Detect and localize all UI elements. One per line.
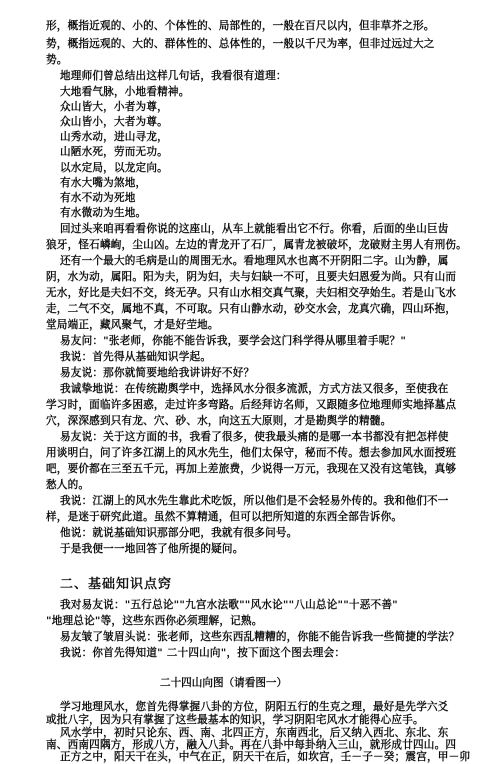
text-line: 易友说：那你就简要地给我讲讲好不好？ <box>60 367 255 379</box>
text-line: 势，概指远观的、大的、群体性的、总体性的，一般以千尺为率，但非过远过大之 <box>46 38 435 50</box>
text-line: 易友问："张老师，你能不能告诉我，要学会这门科学得从哪里着手呢？" <box>60 335 407 347</box>
text-line: 无水，好比是夫妇不交，终无孕。只有山水相交真气聚，夫妇相交孕始生。若是山飞水 <box>46 287 457 299</box>
text-line: 风水学中，初时只论东、西、南、北四正方，东南西北，后又纳入西北、东北、东 <box>60 727 449 739</box>
text-line: 我说：首先得从基础知识学起。 <box>60 351 212 363</box>
text-line: 回过头来咱再看看你说的这座山，从车上就能看出它不行。你看，后面的坐山巨齿 <box>60 223 449 235</box>
text-line: 易友说：关于这方面的书，我看了很多，使我最头痛的是哪一本书都没有把怎样使 <box>60 431 449 443</box>
text-line: 势。 <box>46 54 68 66</box>
text-line: 众山皆大，小者为尊， <box>60 101 168 113</box>
text-line: 或批八字，因为只有掌握了这些最基本的知识，学习阴阳宅风水才能得心应手。 <box>46 714 424 726</box>
text-line: 有水微动为生地。 <box>60 207 147 219</box>
text-line: 众山皆小，大者为尊。 <box>60 116 168 128</box>
text-line: 地理师们曾总结出这样几句话，我看很有道理： <box>60 70 287 82</box>
text-line: 山陋水死，劳而无功。 <box>60 146 168 158</box>
text-line: 用谈明白，问了许多江湖上的风水先生，他们太保守，秘而不传。想去参加风水面授班 <box>46 447 457 459</box>
text-line: 还有一个最大的毛病是山的周围无水。看地理风水也离不开阴阳二字。山为静，属 <box>60 255 449 267</box>
text-line: 于是我便一一地回答了他所提的疑问。 <box>60 543 244 555</box>
text-line: 狼牙，怪石嶙峋，尘山凶。左边的青龙开了石厂，属青龙被破坏，龙破财主男人有刑伤。 <box>46 239 467 251</box>
text-line: 我诚挚地说：在传统勘舆学中，选择风水分很多流派，方式方法又很多，至使我在 <box>60 383 449 395</box>
text-line: 山秀水动，进山寻龙， <box>60 131 168 143</box>
text-line: 南、西南四隅方，形成八方，融入八卦。再在八卦中每卦纳入三山，就形成廿四山。四 <box>46 739 457 751</box>
text-line: 学习地理风水，您首先得掌握八卦的方位，阴阳五行的生克之理，最好是先学六爻 <box>60 701 449 713</box>
text-line: 我说：你首先得知道" 二十四山向"，按下面这个图去理会： <box>60 647 346 659</box>
text-line: 我说：江湖上的风水先生靠此术吃饭，所以他们是不会轻易外传的。我和他们不一 <box>60 495 449 507</box>
text-line: 正方之中，阳天干在头，中气在正，阴天干在后，如坎宫，壬－子－癸；震宫，甲－卯 <box>60 751 471 763</box>
text-line: 易友皱了皱眉头说：张老师，这些东西乱糟糟的，你能不能告诉我一些简捷的学法？ <box>60 631 460 643</box>
text-line: 穴，深深感到只有龙、穴、砂、水，向这五大原则，才是勘舆学的精髓。 <box>46 415 392 427</box>
text-line: 愁人的。 <box>46 479 90 491</box>
section-title: 二、基础知识点窍 <box>60 577 173 592</box>
text-line: 堂局端正，藏风聚气，才是好茔地。 <box>46 319 219 331</box>
figure-caption: 二十四山向图（请看图一） <box>160 677 288 689</box>
text-line: 走，二气不交，属地不真，不可取。只有山静水动，砂交水会，龙真穴确，四山环抱， <box>46 303 457 315</box>
text-line: 我对易友说："五行总论""九宫水法歌""风水论""八山总论""十恶不善" <box>60 599 398 611</box>
text-line: 大地看气脉，小地看精神。 <box>60 86 190 98</box>
text-line: 阴，水为动，属阳。阳为夫，阴为妇，夫与妇缺一不可，且要夫妇恩爱为尚。只有山而 <box>46 271 457 283</box>
text-line: 有水大嘴为煞地， <box>60 177 147 189</box>
text-line: "地理总论"等，这些东西你必须理解，记熟。 <box>46 615 263 627</box>
text-line: 学习时，面临许多困惑，走过许多弯路。后经拜访名师，又跟随多位地理师实地择墓点 <box>46 399 457 411</box>
text-line: 吧，要价都在三至五千元，再加上差旅费，少说得一万元，我现在又没有这笔钱，真够 <box>46 463 457 475</box>
text-line: 以水定局，以龙定向。 <box>60 162 168 174</box>
text-line: 形，概指近观的、小的、个体性的、局部性的，一般在百尺以内，但非草芥之形。 <box>46 20 435 32</box>
text-line: 样，是迷于研究此道。虽然不算精通，但可以把所知道的东西全部告诉你。 <box>46 511 403 523</box>
text-line: 有水不动为死地 <box>60 192 136 204</box>
text-line: 他说：就说基础知识那部分吧，我就有很多问号。 <box>60 527 298 539</box>
